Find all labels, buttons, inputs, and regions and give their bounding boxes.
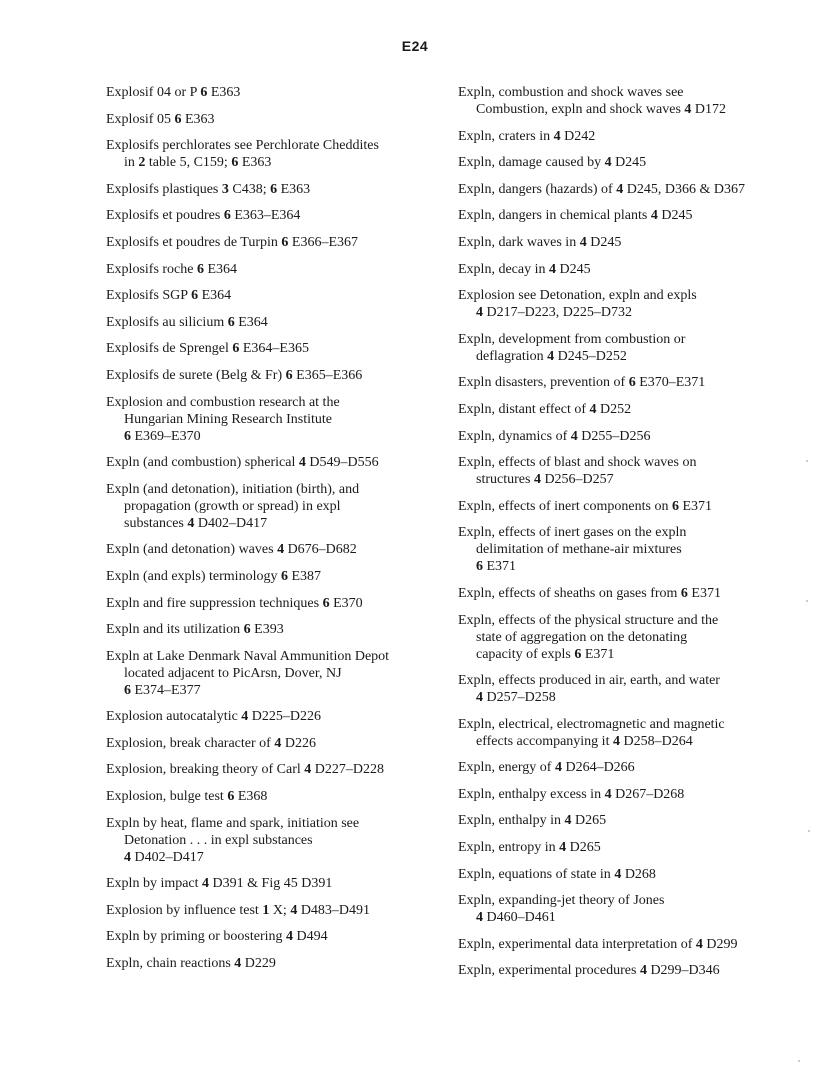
index-entry: [106, 815, 436, 866]
index-entry: [106, 708, 436, 725]
left-index-column: [106, 84, 436, 982]
index-entry-text: Expln by impact 4 D391 & Fig 45 D391: [106, 876, 333, 892]
index-entry-continuation: Hungarian Mining Research Institute: [124, 411, 333, 427]
index-entry-continuation: 6 E371: [476, 559, 517, 575]
index-entry-text: Expln, energy of 4 D264–D266: [458, 760, 635, 776]
index-entry-text: Expln at Lake Denmark Naval Ammunition Depot: [106, 648, 390, 664]
index-entry: [106, 314, 436, 331]
index-entry: [106, 928, 436, 945]
index-entry-text: Expln, effects of blast and shock waves on: [458, 455, 697, 471]
scan-speck: [806, 460, 808, 462]
index-entry-text: Expln, distant effect of 4 D252: [458, 401, 632, 417]
index-entry: [106, 541, 436, 558]
index-entry-continuation: Detonation . . . in expl substances: [124, 832, 313, 848]
index-entry-text: Expln by heat, flame and spark, initiation see: [106, 815, 360, 831]
index-entry-text: Expln, development from combustion or: [458, 331, 686, 347]
index-entry-text: Expln and its utilization 6 E393: [106, 622, 284, 638]
index-entry: [458, 524, 793, 575]
index-entry-text: Expln and fire suppression techniques 6 E370: [106, 595, 363, 611]
index-entry-text: Explosifs et poudres 6 E363–E364: [106, 208, 301, 224]
index-entry: [106, 137, 436, 171]
index-entry-text: Expln, damage caused by 4 D245: [458, 155, 647, 171]
index-entry: [106, 902, 436, 919]
index-entry: [458, 585, 793, 602]
index-entry: [106, 261, 436, 278]
scan-speck: [798, 1060, 800, 1062]
index-entry-continuation: substances 4 D402–D417: [124, 515, 268, 531]
index-entry-continuation: effects accompanying it 4 D258–D264: [476, 733, 693, 749]
right-index-column: [458, 84, 793, 989]
index-entry: [458, 672, 793, 706]
index-entry-text: Explosifs roche 6 E364: [106, 261, 238, 277]
index-entry: [458, 261, 793, 278]
index-entry: [458, 84, 793, 118]
index-entry-text: Expln (and expls) terminology 6 E387: [106, 568, 322, 584]
index-entry-continuation: located adjacent to PicArsn, Dover, NJ: [124, 665, 342, 681]
index-entry-text: Expln, equations of state in 4 D268: [458, 866, 656, 882]
index-entry: [458, 759, 793, 776]
index-entry: [458, 234, 793, 251]
index-entry: [106, 568, 436, 585]
index-entry-text: Expln, enthalpy excess in 4 D267–D268: [458, 786, 685, 802]
index-entry: [106, 340, 436, 357]
index-entry-text: Expln, dark waves in 4 D245: [458, 234, 622, 250]
index-entry-text: Expln, effects produced in air, earth, and water: [458, 673, 720, 689]
index-entry-continuation: 4 D402–D417: [124, 849, 204, 865]
scan-speck: [808, 830, 810, 832]
index-entry-text: Explosif 04 or P 6 E363: [106, 85, 241, 100]
index-entry: [106, 454, 436, 471]
index-entry-continuation: 6 E369–E370: [124, 428, 201, 444]
index-entry-continuation: 4 D217–D223, D225–D732: [476, 305, 632, 321]
index-entry-text: Explosifs perchlorates see Perchlorate Cheddites: [106, 138, 379, 154]
index-entry-text: Explosifs au silicium 6 E364: [106, 314, 268, 330]
index-entry-text: Expln disasters, prevention of 6 E370–E371: [458, 375, 706, 391]
index-entry: [106, 875, 436, 892]
index-entry-continuation: 4 D460–D461: [476, 910, 556, 926]
index-entry-text: Expln (and detonation), initiation (birth), and: [106, 481, 360, 497]
index-entry: [458, 612, 793, 663]
index-entry: [106, 84, 436, 101]
index-entry: [106, 207, 436, 224]
page-label: E24: [401, 38, 429, 54]
index-entry: [106, 394, 436, 445]
index-entry-continuation: deflagration 4 D245–D252: [476, 348, 627, 364]
index-entry: [458, 181, 793, 198]
index-entry-text: Expln by priming or boostering 4 D494: [106, 929, 328, 945]
index-entry: [458, 962, 793, 979]
index-entry: [458, 287, 793, 321]
index-entry-text: Explosion by influence test 1 X; 4 D483–D491: [106, 902, 371, 918]
index-entry: [458, 839, 793, 856]
index-entry-text: Explosion, bulge test 6 E368: [106, 789, 268, 805]
index-entry-continuation: 6 E374–E377: [124, 682, 201, 698]
index-entry-continuation: 4 D257–D258: [476, 690, 556, 706]
index-entry-continuation: capacity of expls 6 E371: [476, 646, 615, 662]
index-entry-continuation: Combustion, expln and shock waves 4 D172: [476, 102, 727, 117]
index-entry-text: Expln, effects of inert gases on the expln: [458, 525, 687, 541]
index-entry: [106, 955, 436, 972]
index-entry-text: Explosion, break character of 4 D226: [106, 735, 316, 751]
index-entry: [458, 892, 793, 926]
index-entry: [458, 401, 793, 418]
scan-speck: [806, 600, 808, 602]
index-entry: [458, 936, 793, 953]
index-entry-text: Explosifs plastiques 3 C438; 6 E363: [106, 181, 311, 197]
index-entry-text: Expln, effects of the physical structure and the: [458, 612, 719, 628]
index-entry: [106, 595, 436, 612]
index-entry-text: Explosion and combustion research at the: [106, 394, 340, 410]
index-entry: [106, 735, 436, 752]
index-entry: [458, 812, 793, 829]
index-entry-text: Expln, dynamics of 4 D255–D256: [458, 428, 651, 444]
index-entry-text: Explosifs de surete (Belg & Fr) 6 E365–E366: [106, 367, 363, 383]
index-entry: [458, 374, 793, 391]
index-entry: [106, 761, 436, 778]
index-entry: [458, 154, 793, 171]
index-entry-continuation: structures 4 D256–D257: [476, 472, 614, 488]
index-entry-text: Expln, dangers in chemical plants 4 D245: [458, 208, 693, 224]
index-entry: [106, 621, 436, 638]
index-entry: [458, 866, 793, 883]
index-entry-text: Expln, combustion and shock waves see: [458, 85, 684, 100]
index-entry-text: Explosion, breaking theory of Carl 4 D227–D228: [106, 762, 385, 778]
index-entry-text: Explosion autocatalytic 4 D225–D226: [106, 709, 322, 725]
index-entry-text: Expln, dangers (hazards) of 4 D245, D366 & D367: [458, 181, 745, 197]
index-entry: [458, 716, 793, 750]
index-entry-continuation: state of aggregation on the detonating: [476, 629, 688, 645]
index-entry-text: Expln (and combustion) spherical 4 D549–D556: [106, 455, 379, 471]
index-entry: [458, 128, 793, 145]
index-entry: [106, 788, 436, 805]
index-entry-text: Expln, expanding-jet theory of Jones: [458, 893, 665, 909]
index-entry: [458, 786, 793, 803]
index-entry-text: Explosif 05 6 E363: [106, 111, 215, 127]
index-entry-continuation: delimitation of methane-air mixtures: [476, 542, 682, 558]
index-entry: [458, 331, 793, 365]
index-entry-text: Expln, experimental procedures 4 D299–D346: [458, 963, 720, 979]
index-entry: [106, 481, 436, 532]
index-entry: [106, 367, 436, 384]
index-entry: [106, 181, 436, 198]
index-entry: [458, 207, 793, 224]
index-entry-continuation: propagation (growth or spread) in expl: [124, 498, 341, 514]
index-entry: [106, 648, 436, 699]
index-entry-text: Expln (and detonation) waves 4 D676–D682: [106, 542, 357, 558]
index-entry: [106, 287, 436, 304]
index-entry-text: Explosifs de Sprengel 6 E364–E365: [106, 341, 309, 357]
index-entry-text: Expln, entropy in 4 D265: [458, 840, 601, 856]
index-entry-text: Expln, chain reactions 4 D229: [106, 956, 276, 972]
index-entry-text: Expln, craters in 4 D242: [458, 128, 596, 144]
index-entry-continuation: in 2 table 5, C159; 6 E363: [124, 155, 272, 171]
index-entry-text: Explosifs SGP 6 E364: [106, 288, 232, 304]
index-entry: [458, 454, 793, 488]
index-entry-text: Expln, electrical, electromagnetic and magnetic: [458, 716, 725, 732]
index-entry-text: Expln, decay in 4 D245: [458, 261, 591, 277]
index-entry: [106, 111, 436, 128]
index-entry-text: Expln, enthalpy in 4 D265: [458, 813, 607, 829]
index-entry-text: Explosion see Detonation, expln and expls: [458, 288, 697, 304]
index-entry-text: Expln, experimental data interpretation of 4 D299: [458, 936, 738, 952]
index-entry-text: Expln, effects of sheaths on gases from 6 E371: [458, 585, 721, 601]
index-entry-text: Expln, effects of inert components on 6 E371: [458, 498, 713, 514]
index-entry: [106, 234, 436, 251]
index-entry: [458, 428, 793, 445]
index-entry-text: Explosifs et poudres de Turpin 6 E366–E367: [106, 234, 358, 250]
index-entry: [458, 498, 793, 515]
